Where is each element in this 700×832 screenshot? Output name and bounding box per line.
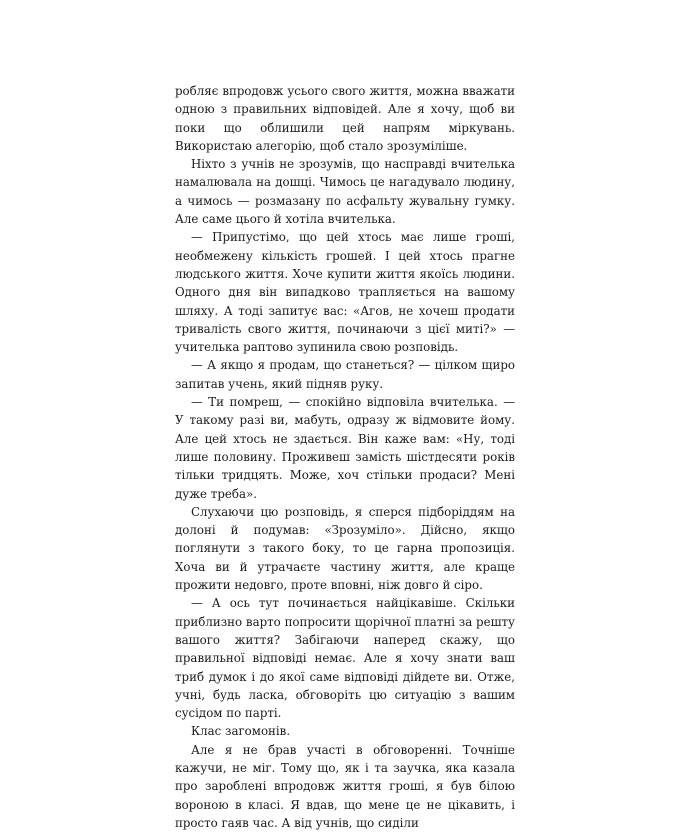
paragraph-9: Але я не брав участі в обговоренні. Точніше кажучи, не міг. Тому що, як і та заучка, яка казала про зароблені впродовж життя гроші, я був білою вороною в класі. Я вдав, що мене це не цікавить, і просто гаяв час. А від учнів, що сиділи [175, 742, 515, 830]
paragraph-3: — Припустімо, що цей хтось має лише гроші, необмежену кількість грошей. І цей хтось прагне людського життя. Хоче купити життя якоїсь людини. Одного дня він випадково трапляється на вашому шляху. А тоді запитує вас: «Агов, не хочеш продати тривалість свого життя, починаючи з цієї миті?» — учителька раптово зупинила свою розповідь. [175, 230, 515, 355]
book-page-text [175, 82, 515, 832]
paragraph-8: Клас загомонів. [191, 724, 291, 739]
paragraph-1: робляє впродовж усього свого життя, можна вважати одною з правильних відповідей. Але я хочу, щоб ви поки що облишили цей напрям міркувань. Використаю алегорію, щоб стало зрозуміліше. [175, 84, 515, 153]
paragraph-6: Слухаючи цю розповідь, я сперся підборіддям на долоні й подумав: «Зрозуміло». Дійсно, якщо поглянути з такого боку, то це гарна пропозиція. Хоча ви й утрачаєте частину життя, але краще прожити недовго, проте вповні, ніж довго й сіро. [175, 504, 515, 593]
paragraph-7: — А ось тут починається найцікавіше. Скільки приблизно варто попросити щорічної платні за решту вашого життя? Забігаючи наперед скажу, що правильної відповіді немає. Але я хочу знати ваш триб думок і до якої саме відповіді дійдете ви. Отже, учні, будь ласка, обговоріть цю ситуацію з вашим сусідом по парті. [175, 596, 515, 721]
paragraph-5: — Ти помреш, — спокійно відповіла вчителька. — У такому разі ви, мабуть, одразу ж відмовите йому. Але цей хтось не здається. Він каже вам: «Ну, тоді лише половину. Проживеш замість шістдесяти років тільки тридцять. Може, хоч стільки продаси? Мені дуже треба». [175, 395, 515, 501]
paragraph-4: — А якщо я продам, що станеться? — цілком щиро запитав учень, який підняв руку. [175, 358, 515, 391]
paragraph-2: Ніхто з учнів не зрозумів, що насправді вчителька намалювала на дошці. Чимось це нагадувало людину, а чимось — розмазану по асфальту жувальну гумку. Але саме цього й хотіла вчителька. [175, 157, 515, 227]
